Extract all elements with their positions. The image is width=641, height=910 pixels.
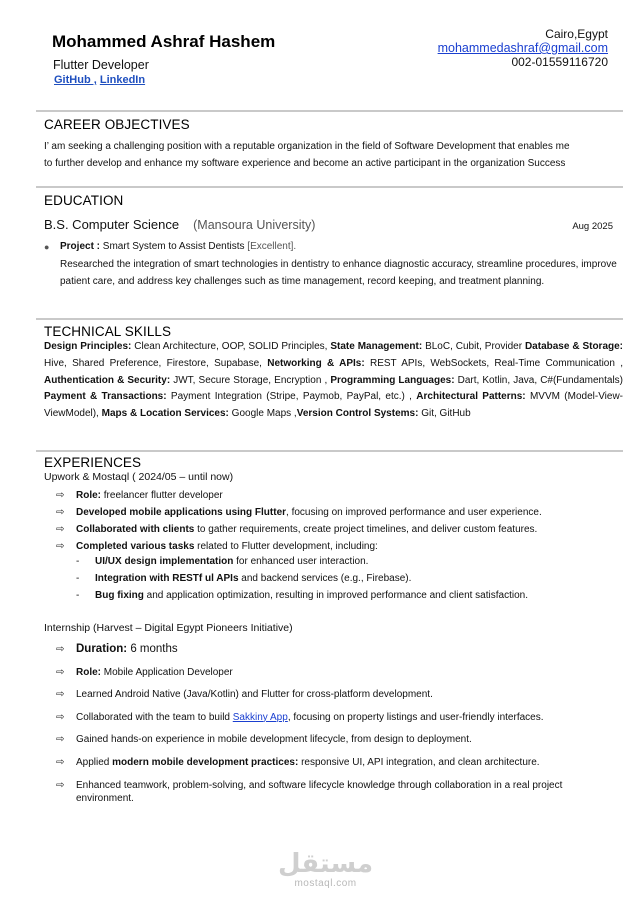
dash-icon: - [76,556,80,567]
arrow-right-icon: ⇨ [56,507,65,518]
skill-value: Dart, Kotlin, Java, C#(Fundamentals) [457,374,624,386]
skill-value: Hive, Shared Preference, Firestore, Supabase, [44,357,262,369]
list-item [56,756,616,769]
arrow-right-icon: ⇨ [56,490,65,501]
degree-name: B.S. Computer Science [44,217,180,232]
skill-label: Design Principles: [44,341,132,352]
dash-icon: - [76,590,80,601]
phone: 002-01559116720 [511,55,608,69]
list-item [56,487,616,504]
item-text: 6 months [130,643,178,655]
skill-label: State Management: [330,341,423,352]
contact-block [438,27,608,69]
arrow-right-icon: ⇨ [56,541,65,552]
item-text: Learned Android Native (Java/Kotlin) and Flutter for cross-platform development. [76,689,433,701]
item-text: Enhanced teamwork, problem-solving, and software lifecycle knowledge through collaboration in a real project environment. [76,779,563,804]
career-line-1: I’ am seeking a challenging position with a reputable organization in the field of Software Development that enables me [44,141,570,152]
item-label: Collaborated with clients [76,524,195,535]
skill-value: MVVM (Model-View-ViewModel), [44,391,624,420]
skill-label: Networking & APIs: [267,357,365,369]
job1-bullets [56,487,616,555]
watermark-arabic: مستقل [278,849,374,879]
job-heading: Internship (Harvest – Digital Egypt Pioneers Initiative) [44,622,293,634]
item-text: related to Flutter development, including: [194,541,378,552]
list-item [56,733,616,746]
career-text [44,138,619,172]
skill-label: Programming Languages: [330,374,455,386]
item-text: responsive UI, API integration, and clean architecture. [298,756,540,768]
skill-value: Git, GitHub [421,408,471,420]
list-item [56,521,616,538]
item-label: Bug fixing [95,590,144,601]
item-text: , focusing on property listings and user-friendly interfaces. [287,711,544,723]
skills-title: TECHNICAL SKILLS [44,324,172,339]
profile-links [54,74,145,86]
skill-value: REST APIs, WebSockets, Real-Time Communication , [369,357,623,369]
dash-icon: - [76,573,80,584]
list-item [76,587,616,604]
section-divider [36,186,623,188]
job1-subitems [76,553,616,604]
list-item [56,643,616,656]
github-link[interactable]: GitHub , [54,74,97,86]
career-title: CAREER OBJECTIVES [44,117,190,132]
list-item [56,666,616,679]
item-text: Collaborated with the team to build [76,711,233,723]
list-item [56,688,616,701]
skill-label: Architectural Patterns: [416,391,526,403]
arrow-right-icon: ⇨ [56,711,65,723]
item-text: and backend services (e.g., Firebase). [238,573,412,584]
skill-label: Database & Storage: [524,341,624,352]
arrow-right-icon: ⇨ [56,644,65,655]
career-line-2: to further develop and enhance my software experience and become an active participant in the organization Success [44,158,566,169]
arrow-right-icon: ⇨ [56,734,65,746]
arrow-right-icon: ⇨ [56,689,65,701]
watermark-logo [278,850,373,889]
list-item [76,570,616,587]
project-description: Researched the integration of smart technologies in dentistry to enhance diagnostic accuracy, streamline procedures, improve patient care, and address key challenges such as time management, record keeping, and treatment planning. [60,258,617,287]
item-label: Duration: [76,643,128,655]
list-item [56,504,616,521]
candidate-role: Flutter Developer [53,58,149,72]
item-text: freelancer flutter developer [103,490,223,501]
university: (Mansoura University) [193,218,316,232]
arrow-right-icon: ⇨ [56,756,65,768]
section-divider [36,110,623,112]
experience-title: EXPERIENCES [44,455,142,470]
job-heading: Upwork & Mostaql ( 2024/05 – until now) [44,471,234,483]
skill-label: Authentication & Security: [44,374,171,386]
section-divider [36,318,623,320]
skill-label: Payment & Transactions: [44,391,167,403]
list-item [56,779,616,805]
skill-label: Maps & Location Services: [101,408,229,420]
linkedin-link[interactable]: LinkedIn [99,74,146,86]
skill-value: Google Maps , [231,408,297,420]
item-label: modern mobile development practices: [112,756,299,768]
email-link[interactable]: mohammedashraf@gmail.com [437,41,608,55]
item-text: , focusing on improved performance and user experience. [286,507,542,518]
list-item [76,553,616,570]
item-label: UI/UX design implementation [95,556,234,567]
location: Cairo,Egypt [545,27,608,41]
arrow-right-icon: ⇨ [56,524,65,535]
skill-value: BLoC, Cubit, Provider [425,341,523,352]
item-text: Mobile Application Developer [103,666,233,678]
item-text: for enhanced user interaction. [233,556,369,567]
graduation-date: Aug 2025 [572,221,613,232]
item-label: Role: [76,490,101,501]
item-text: and application optimization, resulting in improved performance and client satisfaction. [143,590,528,601]
item-text: Gained hands-on experience in mobile development lifecycle, from design to deployment. [76,734,472,746]
arrow-right-icon: ⇨ [56,779,65,791]
education-title: EDUCATION [44,193,124,208]
project-entry [60,238,626,291]
bullet-icon: ● [44,242,50,252]
candidate-name: Mohammed Ashraf Hashem [52,32,276,51]
item-label: Integration with RESTf ul APIs [95,573,239,584]
item-text: Applied [76,756,113,768]
skills-text [44,339,623,423]
skill-value: Clean Architecture, OOP, SOLID Principles, [134,341,328,352]
job2-bullets [56,643,616,814]
list-item [56,711,616,724]
arrow-right-icon: ⇨ [56,666,65,678]
watermark-latin: mostaql.com [294,878,357,889]
skill-value: Payment Integration (Stripe, Paymob, PayPal, etc.) , [170,391,412,403]
item-label: Developed mobile applications using Flutter [76,507,287,518]
skill-value: JWT, Secure Storage, Encryption , [173,374,328,386]
project-grade: [Excellent]. [247,241,297,252]
project-label: Project : [60,241,101,252]
project-name: Smart System to Assist Dentists [102,241,245,252]
degree [44,217,315,232]
section-divider [36,450,623,452]
item-label: Completed various tasks [76,541,195,552]
skill-label: Version Control Systems: [296,408,419,420]
item-text: to gather requirements, create project timelines, and deliver custom features. [194,524,538,535]
item-label: Role: [76,666,101,678]
sakkiny-app-link[interactable]: Sakkiny App [232,711,288,723]
